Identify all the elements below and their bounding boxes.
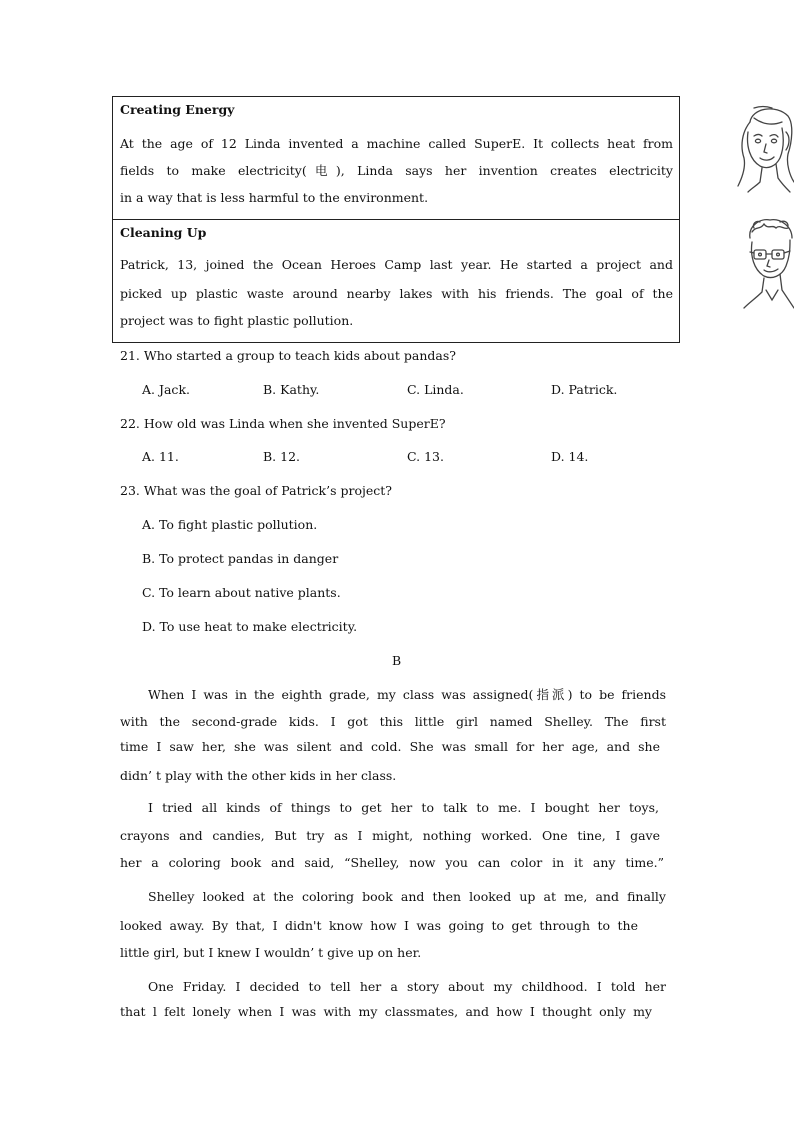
creating-energy-title: Creating Energy bbox=[120, 102, 235, 117]
paragraph-1-line-2: with the second-grade kids. I got this little girl named Shelley. The first bbox=[120, 714, 666, 729]
question-22-option-a: A. 11. bbox=[142, 449, 179, 464]
cleaning-up-title: Cleaning Up bbox=[120, 225, 207, 240]
question-21-option-a: A. Jack. bbox=[142, 382, 190, 397]
paragraph-3-line-3: little girl, but I knew I wouldn’ t give up on her. bbox=[120, 945, 422, 960]
creating-energy-line-2: fields to make electricity(电), Linda says her invention creates electricity bbox=[120, 163, 673, 178]
creating-energy-box bbox=[112, 96, 680, 220]
cleaning-up-line-1: Patrick, 13, joined the Ocean Heroes Camp last year. He started a project and bbox=[120, 257, 673, 272]
paragraph-2-line-2: crayons and candies, But try as I might, nothing worked. One tine, I gave bbox=[120, 828, 660, 843]
question-21-option-b: B. Kathy. bbox=[263, 382, 320, 397]
paragraph-2-line-1: I tried all kinds of things to get her to talk to me. I bought her toys, bbox=[148, 800, 659, 815]
cleaning-up-line-3: project was to fight plastic pollution. bbox=[120, 313, 354, 328]
paragraph-3-line-1: Shelley looked at the coloring book and then looked up at me, and finally bbox=[148, 889, 666, 904]
paragraph-4-line-2: that l felt lonely when I was with my classmates, and how I thought only my bbox=[120, 1004, 652, 1019]
cleaning-up-line-2: picked up plastic waste around nearby lakes with his friends. The goal of the bbox=[120, 286, 673, 301]
question-22-option-b: B. 12. bbox=[263, 449, 301, 464]
paragraph-1-line-1: When I was in the eighth grade, my class was assigned(指派) to be friends bbox=[148, 687, 666, 702]
question-23-option-d: D. To use heat to make electricity. bbox=[142, 619, 358, 634]
paragraph-3-line-2: looked away. By that, I didn't know how I was going to get through to the bbox=[120, 918, 638, 933]
paragraph-2-line-3: her a coloring book and said, “Shelley, now you can color in it any time.” bbox=[120, 855, 664, 870]
question-21: 21. Who started a group to teach kids about pandas? bbox=[120, 348, 456, 363]
paragraph-1-line-3: time I saw her, she was silent and cold. She was small for her age, and she bbox=[120, 739, 660, 754]
boy-portrait-illustration bbox=[740, 216, 794, 310]
question-23-option-c: C. To learn about native plants. bbox=[142, 585, 341, 600]
paragraph-1-line-4: didn’ t play with the other kids in her class. bbox=[120, 768, 397, 783]
creating-energy-line-1: At the age of 12 Linda invented a machine called SuperE. It collects heat from bbox=[120, 136, 673, 151]
question-21-option-d: D. Patrick. bbox=[551, 382, 618, 397]
question-22-option-c: C. 13. bbox=[407, 449, 444, 464]
girl-portrait-illustration bbox=[732, 102, 794, 194]
question-22: 22. How old was Linda when she invented SuperE? bbox=[120, 416, 446, 431]
question-23-option-b: B. To protect pandas in danger bbox=[142, 551, 339, 566]
question-22-option-d: D. 14. bbox=[551, 449, 589, 464]
paragraph-4-line-1: One Friday. I decided to tell her a story about my childhood. I told her bbox=[148, 979, 666, 994]
cleaning-up-box bbox=[112, 219, 680, 343]
question-23-option-a: A. To fight plastic pollution. bbox=[142, 517, 318, 532]
section-b-heading: B bbox=[392, 653, 402, 668]
question-23: 23. What was the goal of Patrick’s project? bbox=[120, 483, 392, 498]
question-21-option-c: C. Linda. bbox=[407, 382, 464, 397]
creating-energy-line-3: in a way that is less harmful to the environment. bbox=[120, 190, 429, 205]
